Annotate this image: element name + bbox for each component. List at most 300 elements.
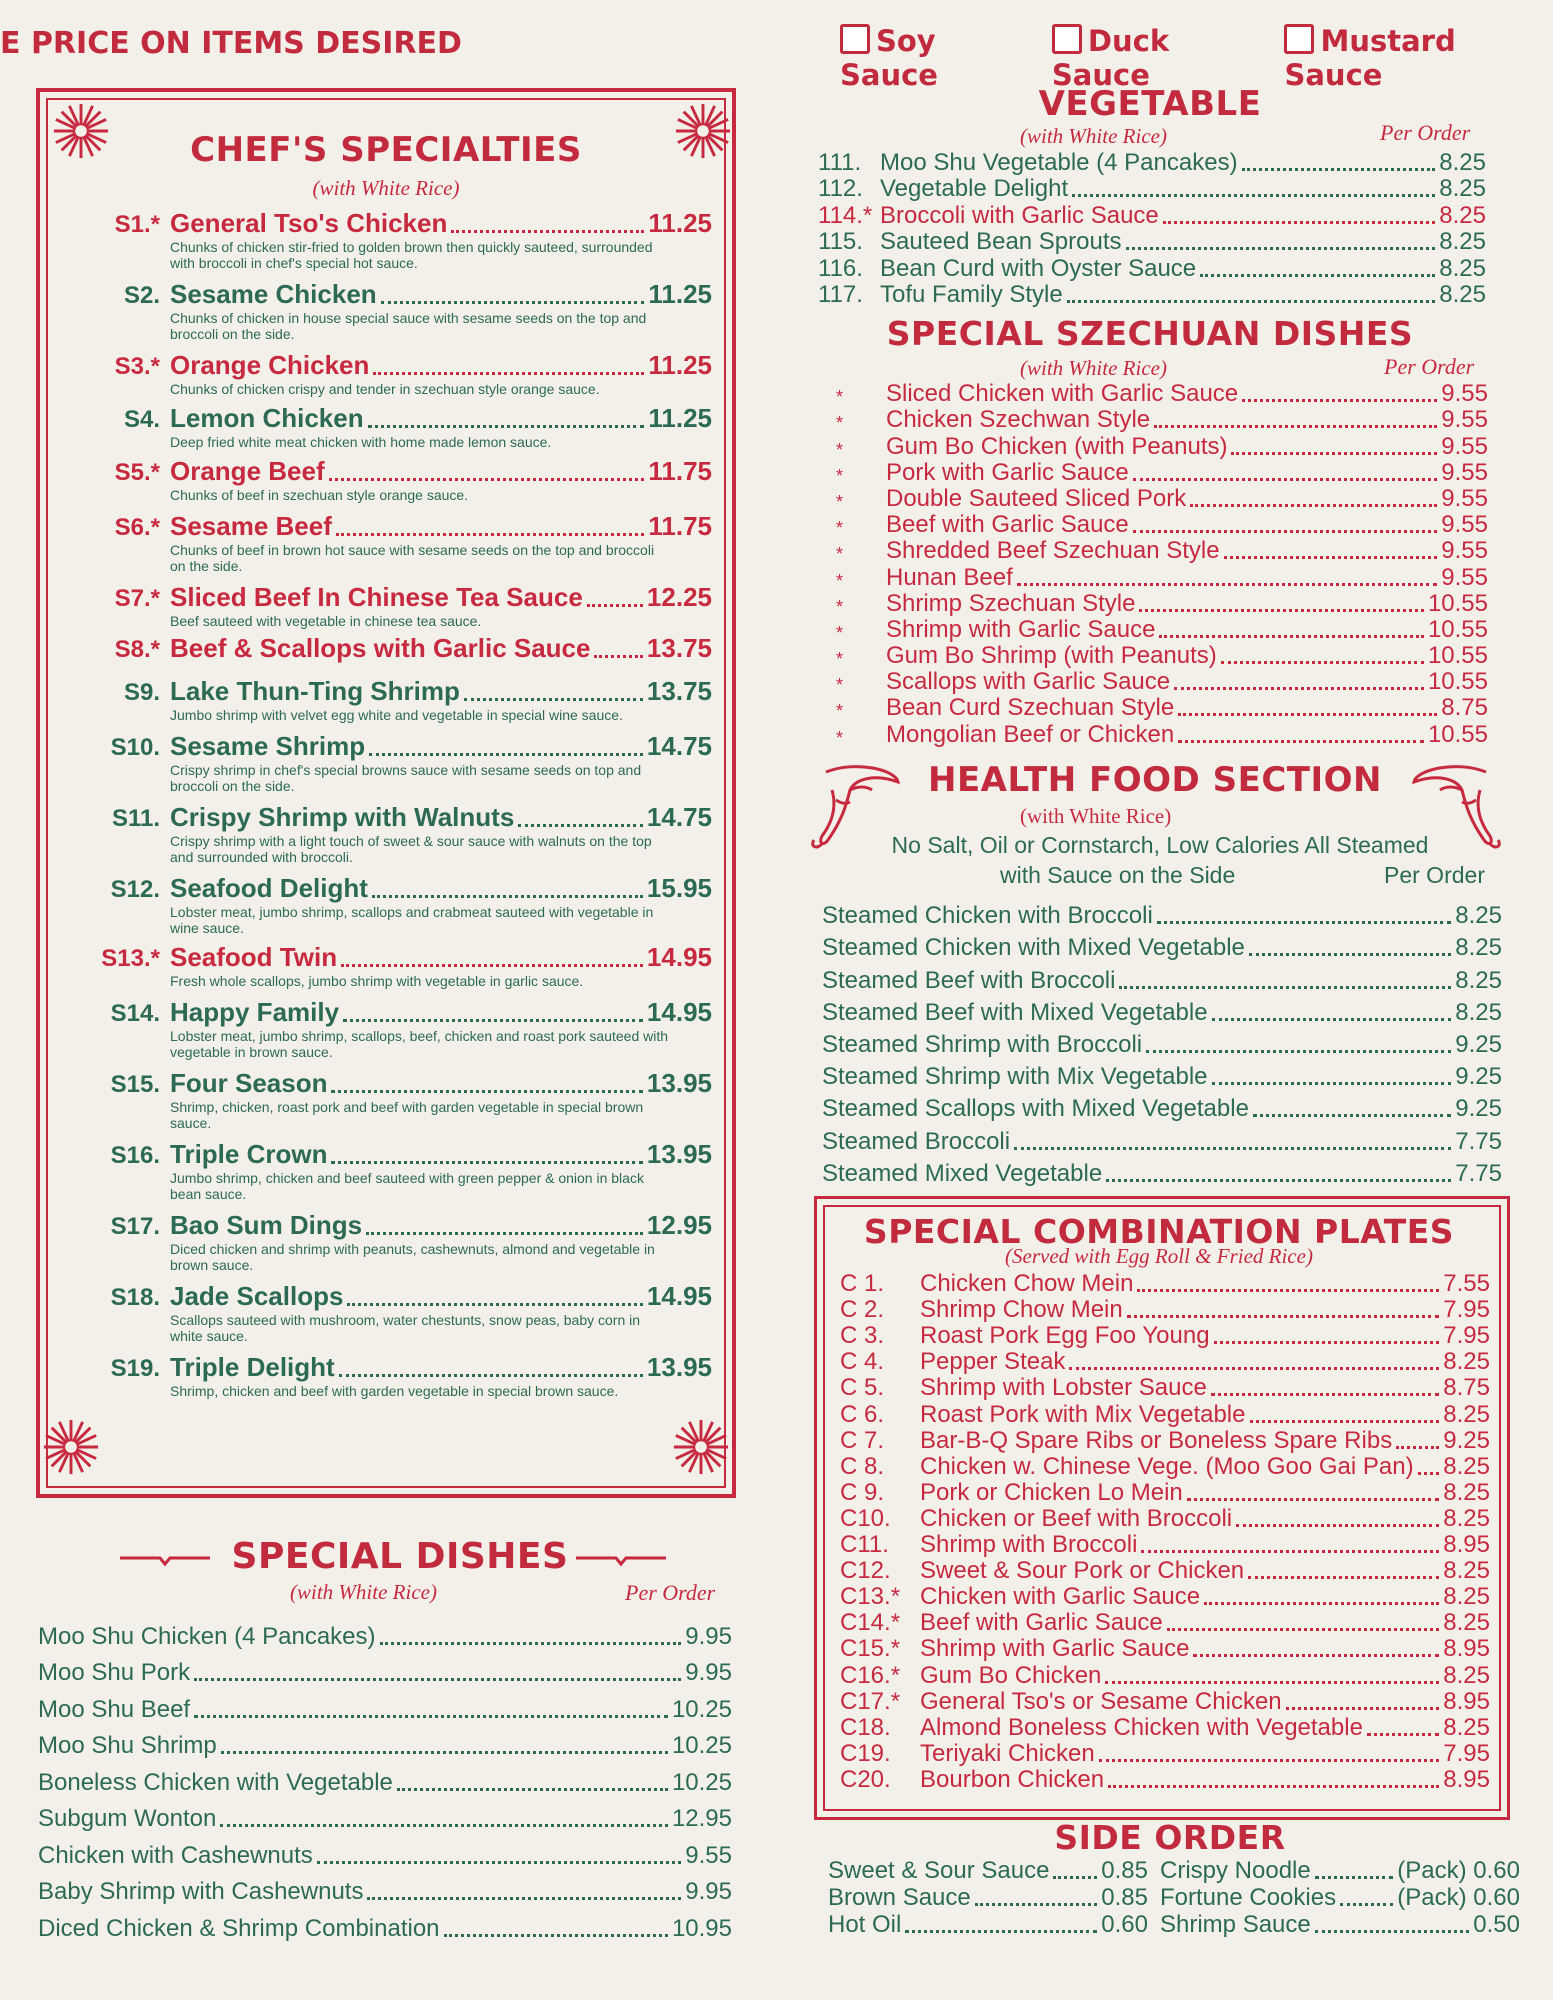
item-name: Chicken Chow Mein — [920, 1270, 1134, 1298]
menu-item — [840, 1533, 1490, 1559]
item-code: S14. — [110, 1000, 160, 1027]
leader-dots — [1212, 1018, 1452, 1021]
item-description: Scallops sauteed with mushroom, water chestunts, snow peas, baby corn in white sauce. — [170, 1312, 641, 1344]
chef-specialties-subtitle: (with White Rice) — [312, 176, 460, 200]
side-order-title: SIDE ORDER — [1054, 1818, 1286, 1857]
special-dishes-subtitle: (with White Rice) — [290, 1580, 437, 1604]
leader-dots — [1139, 609, 1423, 612]
item-name: Shrimp Szechuan Style — [886, 589, 1136, 617]
item-description: Shrimp, chicken, roast pork and beef with garden vegetable in special brown sauce. — [170, 1099, 644, 1131]
item-number: 111. — [818, 148, 862, 176]
menu-item — [92, 350, 712, 397]
item-description: Crispy shrimp in chef's special browns sauce with sesame seeds on top and broccoli on the side. — [170, 762, 642, 794]
item-code: S19. — [110, 1355, 160, 1382]
item-code: S10. — [110, 734, 160, 761]
leader-dots — [1236, 1524, 1439, 1527]
item-name: Baby Shrimp with Cashewnuts — [38, 1878, 364, 1905]
leader-dots — [373, 372, 644, 375]
item-name: Happy Family — [170, 997, 340, 1027]
menu-item — [818, 230, 1486, 257]
item-price: 9.25 — [1455, 1030, 1502, 1058]
checkbox-icon[interactable] — [1284, 24, 1314, 54]
leader-dots — [1133, 530, 1438, 533]
item-code: C 9. — [840, 1478, 885, 1506]
item-name: Diced Chicken & Shrimp Combination — [38, 1914, 440, 1942]
menu-item-line — [92, 511, 712, 542]
leader-dots — [1204, 1602, 1439, 1605]
szechuan-subtitle: (with White Rice) — [1020, 356, 1167, 380]
item-price: 10.25 — [671, 1768, 732, 1796]
item-description: Chunks of chicken in house special sauce with sesame seeds on the top and broccoli on the side. — [170, 310, 647, 342]
item-name: Moo Shu Beef — [38, 1695, 191, 1723]
item-price: 8.25 — [1443, 1504, 1490, 1532]
leader-dots — [1250, 1420, 1440, 1423]
item-name: Pepper Steak — [920, 1348, 1066, 1376]
item-code: S9. — [123, 679, 160, 706]
item-description: Jumbo shrimp, chicken and beef sauteed with green pepper & onion in black bean sauce. — [170, 1170, 644, 1202]
item-name: Crispy Noodle — [1160, 1857, 1311, 1884]
menu-item — [840, 1272, 1490, 1298]
item-name: General Tso's or Sesame Chicken — [920, 1687, 1282, 1715]
menu-item — [92, 633, 712, 670]
menu-item — [836, 434, 1488, 460]
menu-item — [840, 1585, 1490, 1611]
item-name: Tofu Family Style — [880, 281, 1063, 308]
item-name: Bourbon Chicken — [920, 1765, 1105, 1793]
menu-item-line — [92, 1281, 712, 1312]
leader-dots — [1214, 1341, 1440, 1344]
item-price: 11.75 — [648, 511, 712, 541]
item-price: 13.75 — [646, 676, 712, 706]
leader-dots — [368, 425, 645, 428]
spicy-star-icon: * — [836, 622, 844, 643]
item-number: 116. — [818, 254, 863, 282]
item-name: Orange Beef — [170, 456, 325, 486]
special-dishes-per-order: Per Order — [625, 1580, 716, 1605]
menu-item — [836, 382, 1488, 408]
szechuan-title: SPECIAL SZECHUAN DISHES — [886, 314, 1414, 353]
menu-item-line — [92, 873, 712, 904]
order-instruction: E PRICE ON ITEMS DESIRED — [0, 26, 462, 61]
sauce-options — [840, 24, 1553, 92]
item-name: Sesame Chicken — [170, 279, 377, 309]
health-food-note — [860, 830, 1460, 860]
item-price: 0.85 — [1101, 1884, 1148, 1911]
item-price: 8.25 — [1439, 281, 1486, 308]
leader-dots — [451, 230, 644, 233]
menu-item — [836, 644, 1488, 670]
menu-item-line — [92, 582, 712, 613]
item-name: Mongolian Beef or Chicken — [886, 720, 1175, 748]
menu-item — [92, 208, 712, 271]
item-name: Bar-B-Q Spare Ribs or Boneless Spare Ribs — [920, 1426, 1393, 1454]
item-price: 8.25 — [1455, 998, 1502, 1026]
menu-item — [840, 1402, 1490, 1428]
leader-dots — [1126, 247, 1436, 250]
item-price: 8.25 — [1439, 175, 1486, 202]
item-description: Chunks of chicken stir-fried to golden brown then quickly sauteed, surrounded with broccoli in chef's special hot sauce. — [170, 239, 653, 271]
menu-item-line — [92, 997, 712, 1028]
item-name: Steamed Scallops with Mixed Vegetable — [822, 1095, 1249, 1123]
item-name: Seafood Delight — [170, 873, 368, 903]
item-code: C14.* — [840, 1609, 901, 1637]
leader-dots — [594, 655, 642, 658]
menu-item — [92, 456, 712, 503]
item-price: 7.55 — [1443, 1270, 1490, 1298]
leader-dots — [347, 1303, 643, 1306]
leader-dots — [1211, 1393, 1439, 1396]
menu-item — [840, 1765, 1490, 1794]
menu-item-line — [92, 942, 712, 973]
item-code: S5.* — [114, 459, 160, 486]
item-price: 14.95 — [646, 942, 712, 972]
item-name: Fortune Cookies — [1160, 1884, 1337, 1911]
menu-item — [836, 565, 1488, 591]
item-price: 10.55 — [1427, 589, 1488, 617]
item-code: C 6. — [840, 1400, 885, 1428]
menu-item — [818, 177, 1486, 204]
item-price: 10.55 — [1427, 615, 1488, 643]
item-number: 117. — [818, 281, 863, 308]
item-code: S2. — [123, 282, 160, 309]
health-food-title: HEALTH FOOD SECTION — [928, 760, 1382, 800]
leader-dots — [1340, 1903, 1393, 1906]
health-food-note-line1: No Salt, Oil or Cornstarch, Low Calories All Steamed — [891, 832, 1429, 858]
leader-dots — [341, 964, 643, 967]
menu-item — [828, 1912, 1148, 1939]
item-code: C10. — [840, 1504, 891, 1532]
menu-item — [840, 1713, 1490, 1742]
menu-item — [818, 203, 1486, 230]
item-number: 112. — [818, 175, 863, 202]
item-name: Moo Shu Shrimp — [38, 1732, 217, 1759]
special-dishes-list — [38, 1614, 732, 1943]
menu-item — [818, 150, 1486, 177]
item-name: Steamed Broccoli — [822, 1127, 1011, 1155]
item-price: 9.25 — [1443, 1426, 1490, 1454]
item-price: 11.25 — [648, 208, 712, 238]
leader-dots — [1159, 635, 1424, 638]
checkbox-icon[interactable] — [840, 24, 870, 54]
menu-item — [840, 1663, 1490, 1689]
menu-item — [822, 962, 1502, 994]
item-code: S6.* — [114, 514, 160, 541]
menu-item-line — [92, 1068, 712, 1099]
combination-title: SPECIAL COMBINATION PLATES — [863, 1212, 1455, 1251]
item-price: 11.25 — [648, 403, 712, 433]
item-price: 11.25 — [648, 279, 712, 309]
item-name: Subgum Wonton — [38, 1805, 217, 1832]
leader-dots — [1069, 1367, 1439, 1370]
menu-item — [840, 1478, 1490, 1507]
menu-item — [840, 1611, 1490, 1637]
item-name: Steamed Beef with Broccoli — [822, 966, 1116, 994]
leader-dots — [372, 895, 643, 898]
menu-item — [92, 731, 712, 794]
health-food-per-order: Per Order — [1384, 862, 1485, 888]
leader-dots — [464, 698, 643, 701]
item-name: Beef with Garlic Sauce — [886, 511, 1129, 539]
menu-item — [822, 1059, 1502, 1091]
menu-item — [92, 1139, 712, 1202]
leader-dots — [1231, 452, 1437, 455]
menu-item — [818, 283, 1486, 310]
leader-dots — [1253, 1114, 1451, 1117]
spicy-star-icon: * — [836, 596, 844, 617]
menu-item — [822, 898, 1502, 930]
menu-item — [92, 1281, 712, 1344]
item-name: Moo Shu Chicken (4 Pancakes) — [38, 1622, 376, 1650]
leader-dots — [1249, 953, 1451, 956]
item-price: 9.55 — [1441, 484, 1488, 512]
item-name: Chicken with Garlic Sauce — [920, 1583, 1201, 1611]
duck-sauce-option[interactable] — [1052, 24, 1269, 92]
item-code: S17. — [110, 1213, 160, 1240]
item-name: General Tso's Chicken — [170, 208, 448, 238]
menu-item — [836, 722, 1488, 748]
item-description: Lobster meat, jumbo shrimp, scallops, beef, chicken and roast pork sauteed with vegetable in brown sauce. — [170, 1028, 669, 1060]
item-name: Beef with Garlic Sauce — [920, 1609, 1163, 1637]
rosette-ornament-icon — [672, 1418, 730, 1476]
leader-dots — [1014, 1147, 1451, 1150]
menu-item — [92, 1068, 712, 1131]
item-code: S15. — [110, 1071, 160, 1098]
szechuan-list — [836, 382, 1488, 749]
item-price: 12.95 — [646, 1210, 712, 1240]
item-code: C 2. — [840, 1296, 885, 1324]
leader-dots — [1315, 1930, 1470, 1933]
leader-dots — [1163, 221, 1436, 224]
menu-item — [836, 458, 1488, 487]
duck-sauce-label: Duck Sauce — [1051, 24, 1170, 92]
item-name: Sliced Chicken with Garlic Sauce — [886, 380, 1239, 408]
item-price: 9.55 — [1441, 511, 1488, 539]
item-price: 15.95 — [646, 873, 712, 903]
item-price: 13.95 — [646, 1139, 712, 1169]
item-price: 8.25 — [1455, 934, 1502, 962]
item-name: Almond Boneless Chicken with Vegetable — [920, 1713, 1363, 1741]
health-food-list — [822, 898, 1502, 1188]
leader-dots — [1137, 1289, 1439, 1292]
item-price: 7.95 — [1443, 1296, 1490, 1324]
leader-dots — [339, 1374, 643, 1377]
leader-dots — [1396, 1446, 1439, 1449]
menu-item — [92, 582, 712, 629]
item-name: Shredded Beef Szechuan Style — [886, 537, 1220, 565]
item-name: Pork or Chicken Lo Mein — [920, 1478, 1183, 1506]
item-name: Hunan Beef — [886, 563, 1013, 591]
item-price: 8.95 — [1443, 1765, 1490, 1793]
item-price: 14.75 — [646, 802, 712, 832]
spicy-star-icon: * — [836, 413, 844, 434]
spicy-star-icon: * — [836, 701, 844, 722]
item-name: Shrimp Sauce — [1160, 1911, 1311, 1938]
item-price: 10.55 — [1427, 720, 1488, 748]
item-code: C16.* — [840, 1661, 901, 1689]
item-price: 12.95 — [671, 1805, 732, 1832]
leader-dots — [1072, 194, 1435, 197]
item-code: C15.* — [840, 1635, 901, 1663]
leader-dots — [336, 533, 644, 536]
leader-dots — [587, 604, 643, 607]
item-price: 12.25 — [646, 582, 712, 612]
item-name: Moo Shu Vegetable (4 Pancakes) — [880, 148, 1238, 176]
menu-item — [92, 676, 712, 723]
leader-dots — [380, 1642, 682, 1645]
menu-item — [840, 1504, 1490, 1533]
spicy-star-icon: * — [836, 649, 844, 670]
leader-dots — [1017, 583, 1438, 586]
leader-dots — [1248, 1576, 1439, 1579]
mustard-sauce-label: Mustard Sauce — [1284, 24, 1456, 92]
leader-dots — [1178, 713, 1437, 716]
menu-item — [38, 1724, 732, 1761]
menu-item — [840, 1426, 1490, 1455]
item-code: C17.* — [840, 1687, 901, 1715]
menu-item — [38, 1760, 732, 1797]
item-name: Roast Pork with Mix Vegetable — [920, 1400, 1246, 1428]
item-code: C19. — [840, 1739, 891, 1767]
leader-dots — [1099, 1759, 1440, 1762]
spicy-star-icon: * — [836, 518, 844, 539]
leader-dots — [1187, 1498, 1440, 1501]
item-name: Shrimp with Lobster Sauce — [920, 1374, 1207, 1402]
item-name: Steamed Chicken with Mixed Vegetable — [822, 934, 1245, 962]
item-name: Chicken or Beef with Broccoli — [920, 1504, 1233, 1532]
leader-dots — [331, 1090, 642, 1093]
item-price: 9.55 — [1441, 432, 1488, 460]
item-price: 0.60 — [1101, 1911, 1148, 1938]
leader-dots — [1212, 1082, 1452, 1085]
menu-item — [92, 802, 712, 865]
item-price: 11.75 — [648, 456, 712, 486]
item-price: 8.25 — [1439, 201, 1486, 229]
menu-item — [836, 589, 1488, 618]
rosette-ornament-icon — [42, 1418, 100, 1476]
menu-item-line — [92, 633, 712, 664]
item-price: 8.95 — [1443, 1635, 1490, 1663]
leader-dots — [1190, 504, 1437, 507]
item-price: 8.95 — [1443, 1531, 1490, 1559]
item-name: Triple Delight — [170, 1352, 335, 1382]
menu-item — [822, 1156, 1502, 1188]
item-name: Jade Scallops — [170, 1281, 344, 1311]
item-name: Triple Crown — [170, 1139, 328, 1169]
item-price: 9.55 — [1441, 537, 1488, 565]
leader-dots — [369, 753, 643, 756]
item-price: 7.75 — [1455, 1127, 1502, 1155]
item-name: Crispy Shrimp with Walnuts — [170, 802, 515, 832]
item-price: 9.55 — [1441, 406, 1488, 434]
item-price: 8.25 — [1439, 254, 1486, 282]
menu-item — [836, 484, 1488, 513]
item-price: 10.25 — [671, 1732, 732, 1759]
spacer — [92, 664, 712, 670]
menu-item — [828, 1858, 1148, 1885]
item-name: Shrimp with Garlic Sauce — [886, 615, 1156, 643]
menu-item — [822, 1123, 1502, 1155]
leader-dots — [381, 301, 645, 304]
chef-specialties-title: CHEF'S SPECIALTIES — [190, 130, 582, 170]
item-name: Lemon Chicken — [170, 403, 364, 433]
menu-item-line — [92, 208, 712, 239]
item-price: 9.95 — [685, 1878, 732, 1905]
item-description: Lobster meat, jumbo shrimp, scallops and crabmeat sauteed with vegetable in wine sauce. — [170, 904, 654, 936]
leader-dots — [1224, 556, 1438, 559]
item-number: 115. — [818, 228, 863, 255]
menu-item-line — [92, 456, 712, 487]
spicy-star-icon: * — [836, 675, 844, 696]
checkbox-icon[interactable] — [1052, 24, 1082, 54]
item-code: S4. — [123, 406, 160, 433]
item-name: Sauteed Bean Sprouts — [880, 228, 1122, 255]
spicy-star-icon: * — [836, 465, 844, 486]
item-name: Four Season — [170, 1068, 328, 1098]
item-name: Sesame Shrimp — [170, 731, 366, 761]
leader-dots — [220, 1824, 668, 1827]
menu-item — [840, 1687, 1490, 1716]
item-code: C 7. — [840, 1426, 885, 1454]
menu-item-line — [92, 1139, 712, 1170]
leader-dots — [1367, 1733, 1439, 1736]
soy-sauce-label: Soy Sauce — [840, 24, 938, 92]
item-code: S8.* — [114, 636, 160, 663]
item-description: Fresh whole scallops, jumbo shrimp with vegetable in garlic sauce. — [170, 973, 584, 989]
item-code: S13.* — [101, 945, 160, 972]
menu-item — [836, 615, 1488, 644]
item-price: 8.25 — [1455, 966, 1502, 994]
menu-item — [822, 995, 1502, 1027]
item-name: Chicken Szechwan Style — [886, 406, 1151, 434]
item-price: 8.25 — [1443, 1478, 1490, 1506]
menu-item — [92, 1210, 712, 1273]
item-price: 8.25 — [1443, 1609, 1490, 1637]
item-code: C 5. — [840, 1374, 885, 1402]
menu-item — [822, 1091, 1502, 1123]
menu-item — [822, 930, 1502, 962]
leader-dots — [1315, 1876, 1394, 1879]
item-name: Beef & Scallops with Garlic Sauce — [170, 633, 591, 663]
item-price: 8.25 — [1443, 1452, 1490, 1480]
item-price: 9.55 — [1441, 380, 1488, 408]
item-price: 10.55 — [1427, 642, 1488, 670]
item-price: 8.25 — [1439, 228, 1486, 255]
soy-sauce-option[interactable] — [840, 24, 1036, 92]
leader-dots — [975, 1903, 1098, 1906]
menu-item — [836, 513, 1488, 539]
menu-item — [92, 403, 712, 450]
item-name: Steamed Shrimp with Broccoli — [822, 1030, 1143, 1058]
leader-dots — [331, 1161, 642, 1164]
leader-dots — [1127, 1315, 1440, 1318]
item-code: C 8. — [840, 1452, 885, 1480]
leader-dots — [1242, 399, 1437, 402]
item-price: 11.25 — [648, 350, 712, 380]
item-price: 8.75 — [1441, 694, 1488, 722]
item-name: Double Sauteed Sliced Pork — [886, 484, 1187, 512]
menu-item — [840, 1559, 1490, 1585]
item-price: 0.50 — [1473, 1911, 1520, 1938]
item-price: 8.75 — [1443, 1374, 1490, 1402]
item-name: Sweet & Sour Sauce — [828, 1857, 1050, 1884]
mustard-sauce-option[interactable] — [1284, 24, 1553, 92]
leader-dots — [1154, 425, 1437, 428]
menu-item — [92, 511, 712, 574]
item-name: Broccoli with Garlic Sauce — [880, 201, 1159, 229]
leader-dots — [1242, 168, 1436, 171]
item-code: C20. — [840, 1765, 891, 1793]
spicy-star-icon: * — [836, 544, 844, 565]
